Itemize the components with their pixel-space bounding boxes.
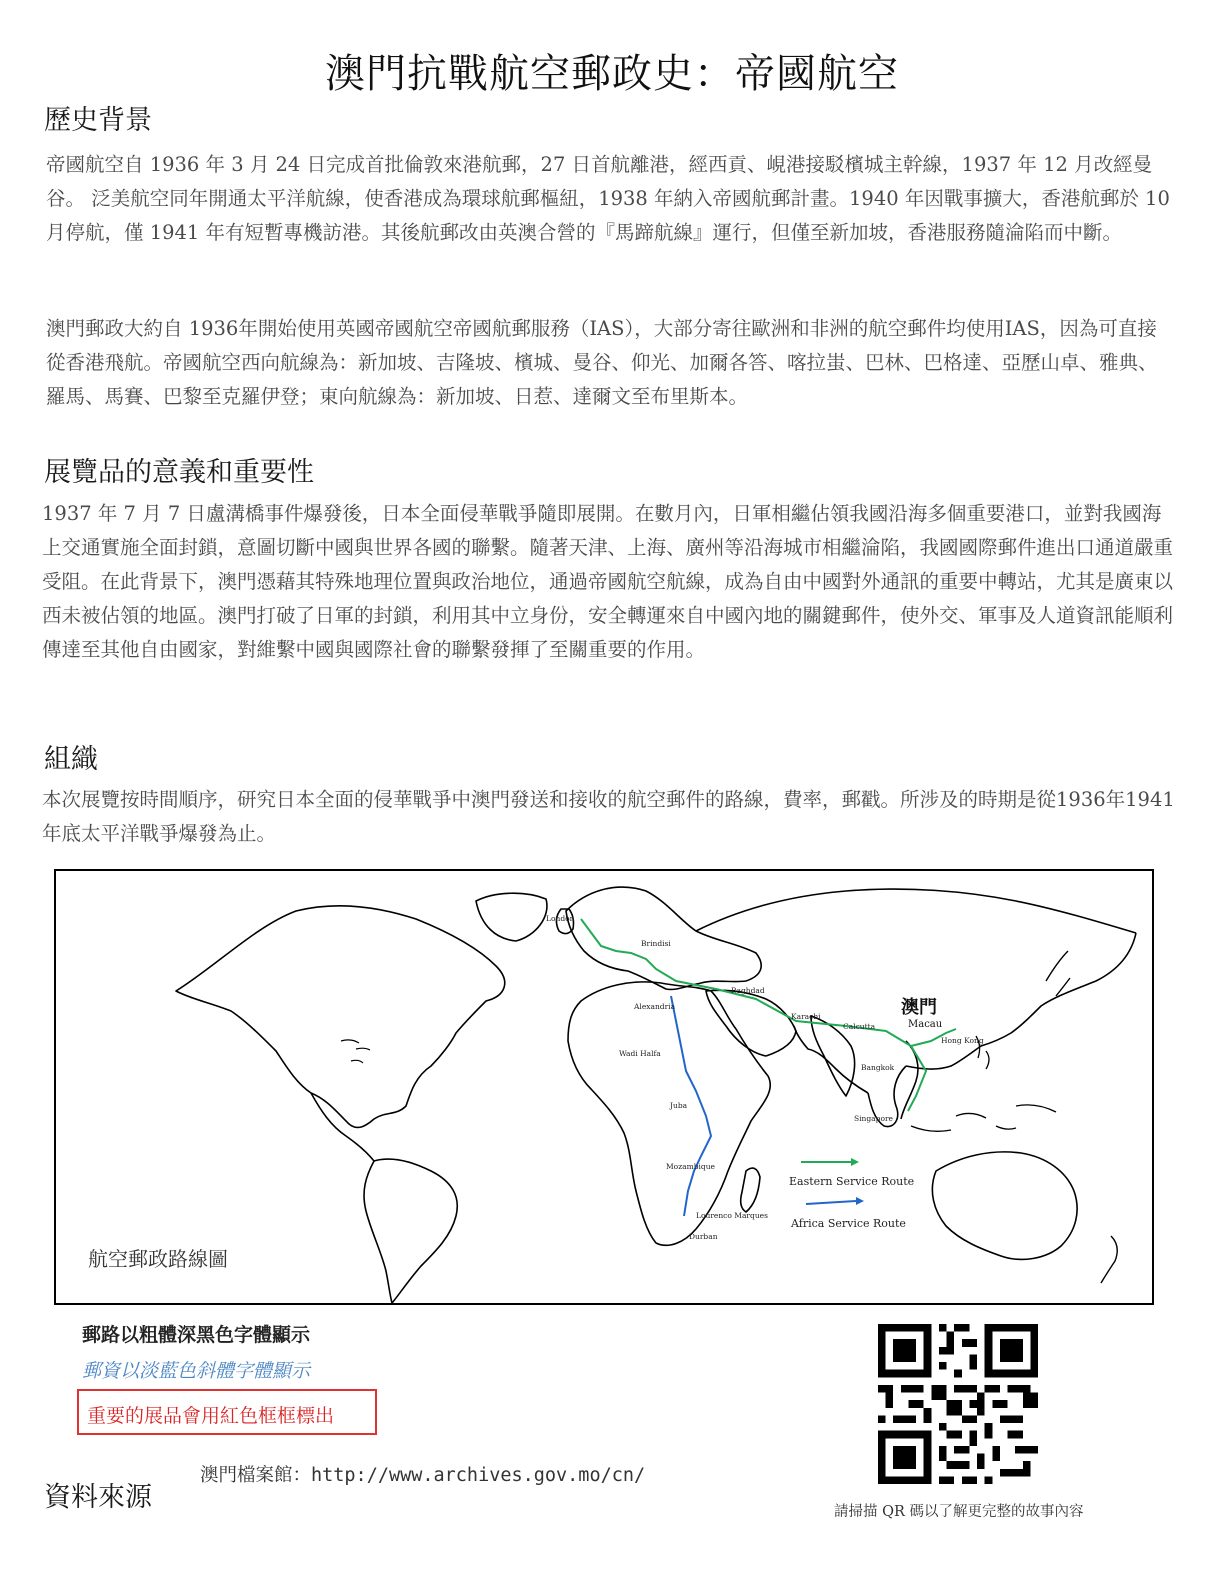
- city-singapore: Singapore: [854, 1114, 893, 1123]
- greenland-outline: [476, 893, 547, 941]
- city-london: London: [546, 914, 575, 923]
- history-heading: 歷史背景: [44, 105, 152, 136]
- eastern-route-line: [581, 919, 926, 1111]
- macau-label-en: Macau: [908, 1019, 943, 1030]
- eastern-legend-arrow-icon: [851, 1158, 859, 1166]
- legend-red-text: 重要的展品會用紅色框框標出: [87, 1405, 335, 1427]
- caribbean-islands: [341, 1040, 370, 1063]
- macau-label: 澳門: [901, 997, 937, 1018]
- significance-paragraph: [42, 497, 1176, 667]
- africa-legend-arrow-icon: [856, 1197, 864, 1205]
- history-text-2: 澳門郵政大約自 1936年開始使用英國帝國航空帝國航郵服務（IAS），大部分寄往歐洲和非洲的航空郵件均使用IAS，因為可直接從香港飛航。帝國航空西向航線為：新加坡、吉隆坡、檳城、曼谷、仰光、加爾各答、喀拉蚩、巴林、巴格達、亞歷山卓、雅典、羅馬、馬賽、巴黎至克羅伊登；東向航線為：新加坡、日惹、達爾文至布里斯本。: [46, 317, 1158, 408]
- legend-red-box: [77, 1389, 377, 1435]
- madagascar-outline: [741, 1168, 760, 1212]
- australia-outline: [932, 1152, 1077, 1260]
- south-america-outline: [364, 1159, 457, 1303]
- organization-paragraph: [42, 783, 1176, 851]
- significance-heading: 展覽品的意義和重要性: [44, 457, 314, 488]
- source-url[interactable]: 澳門檔案館：http://www.archives.gov.mo/cn/: [200, 1465, 646, 1486]
- organization-text: 本次展覽按時間順序，研究日本全面的侵華戰爭中澳門發送和接收的航空郵件的路線，費率，郵戳。所涉及的時期是從1936年1941年底太平洋戰爭爆發為止。: [42, 788, 1175, 845]
- city-baghdad: Baghdad: [731, 986, 765, 995]
- world-map: [56, 871, 1152, 1303]
- africa-outline: [568, 982, 770, 1245]
- history-paragraph-1: [46, 148, 1176, 250]
- city-wadihalfa: Wadi Halfa: [619, 1049, 661, 1058]
- legend-bold-text: 郵路以粗體深黑色字體顯示: [82, 1324, 311, 1346]
- north-america-outline: [176, 906, 505, 1128]
- central-america-outline: [311, 1093, 374, 1161]
- city-hongkong: Hong Kong: [941, 1036, 984, 1045]
- city-lourenco: Lourenco Marques: [696, 1211, 768, 1220]
- map-caption: 航空郵政路線圖: [88, 1247, 228, 1271]
- city-durban: Durban: [689, 1232, 718, 1241]
- city-bangkok: Bangkok: [861, 1063, 895, 1072]
- air-mail-route-map: [54, 869, 1154, 1305]
- city-juba: Juba: [670, 1101, 688, 1110]
- history-paragraph-2: [46, 312, 1176, 414]
- qr-caption: 請掃描 QR 碼以了解更完整的故事內容: [834, 1504, 1084, 1520]
- indonesia-outline: [911, 1105, 1056, 1131]
- arabia-outline: [706, 990, 796, 1056]
- africa-legend-line: [806, 1201, 856, 1204]
- city-brindisi: Brindisi: [641, 939, 671, 948]
- city-calcutta: Calcutta: [843, 1022, 876, 1031]
- history-text-1: 帝國航空自 1936 年 3 月 24 日完成首批倫敦來港航郵，27 日首航離港，經西貢、峴港接駁檳城主幹線，1937 年 12 月改經曼谷。 泛美航空同年開通太平洋航線，使香港成為環球航郵樞紐，1938 年納入帝國航郵計畫。1940 年因戰事擴大，香港航郵於 10月停航，僅 1941 年有短暫專機訪港。其後航郵改由英澳合營的『馬蹄航線』運行，但僅至新加坡，香港服務隨淪陷而中斷。: [46, 153, 1170, 244]
- organization-heading: 組織: [44, 744, 98, 775]
- legend-blue-text: 郵資以淡藍色斜體字體顯示: [82, 1360, 311, 1382]
- legend-africa: Africa Service Route: [791, 1217, 906, 1230]
- significance-text: 1937 年 7 月 7 日盧溝橋事件爆發後，日本全面侵華戰爭隨即展開。在數月內，日軍相繼佔領我國沿海多個重要港口，並對我國海上交通實施全面封鎖，意圖切斷中國與世界各國的聯繫。隨著天津、上海、廣州等沿海城市相繼淪陷，我國國際郵件進出口通道嚴重受阻。在此背景下，澳門憑藉其特殊地理位置與政治地位，通過帝國航空航線，成為自由中國對外通訊的重要中轉站，尤其是廣東以西未被佔領的地區。澳門打破了日軍的封鎖，利用其中立身份，安全轉運來自中國內地的關鍵郵件，使外交、軍事及人道資訊能順利傳達至其他自由國家，對維繫中國與國際社會的聯繫發揮了至關重要的作用。: [42, 502, 1174, 661]
- japan-outline: [1046, 951, 1070, 996]
- sources-heading: 資料來源: [44, 1482, 152, 1513]
- city-karachi: Karachi: [791, 1012, 821, 1021]
- new-zealand-outline: [1101, 1236, 1117, 1283]
- city-mozambique: Mozambique: [666, 1162, 715, 1171]
- city-alexandria: Alexandria: [634, 1002, 676, 1011]
- legend-eastern: Eastern Service Route: [789, 1175, 915, 1188]
- page-title: 澳門抗戰航空郵政史：帝國航空: [325, 51, 899, 97]
- qr-code-icon[interactable]: [878, 1324, 1038, 1484]
